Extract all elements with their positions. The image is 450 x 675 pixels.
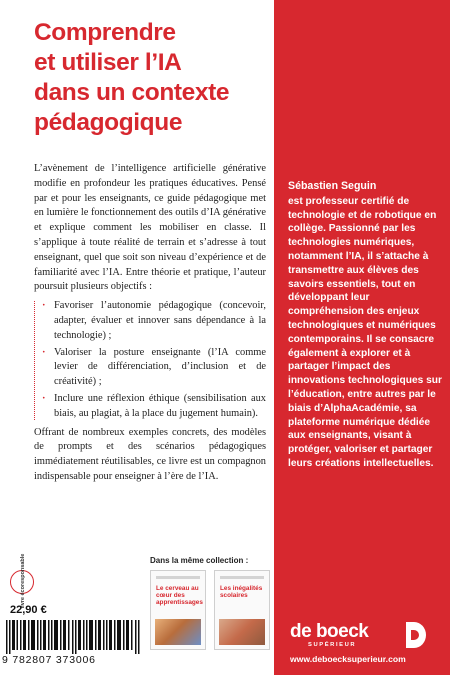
publisher-logo-text: de boeck — [290, 621, 369, 642]
objective-item — [42, 392, 266, 422]
author-name: Sébastien Seguin — [288, 180, 377, 192]
collection-book-thumbnail — [150, 570, 206, 650]
title-line: pédagogique — [34, 109, 183, 136]
collection-book-title: Le cerveau au cœur des apprentissages — [156, 585, 203, 606]
collection-book-thumbnail — [214, 570, 270, 650]
book-cover-photo — [219, 619, 265, 645]
publisher-website: www.deboecksuperieur.com — [290, 654, 406, 664]
objective-text: Inclure une réflexion éthique (sensibilisation aux biais, au plagiat, à la place du jugement humain). — [54, 392, 266, 419]
price: 22,90 € — [10, 604, 47, 616]
book-authors-placeholder — [156, 576, 200, 579]
bullet-icon: · — [42, 346, 46, 358]
objective-item — [42, 299, 266, 343]
bullet-icon: · — [42, 392, 46, 404]
author-bio — [288, 180, 446, 471]
publisher-logo — [290, 620, 430, 652]
collection-book-title: Les inégalités scolaires — [220, 585, 263, 599]
intro-paragraph: L’avènement de l’intelligence artificielle générative modifie en profondeur les pratiques éducatives. Pensé par et pour les enseignants, ce guide pédagogique met en lumière le fonctionnement des outils d’IA générative et explique comment les mobiliser en classe. Il s’applique à toute réalité de terrain et s’adresse à tout enseignant, quel que soit son niveau d’expérience et de familiarité avec l’IA. Entre théorie et pratique, l’auteur poursuit plusieurs objectifs : — [34, 163, 266, 293]
bullet-icon: · — [42, 300, 46, 312]
conclusion-paragraph: Offrant de nombreux exemples concrets, des modèles de prompts et des scénarios pédagogiques immédiatement réutilisables, ce livre est un compagnon indispensable pour enseigner à l’ère de l’IA. — [34, 426, 266, 482]
title-line: et utiliser l’IA — [34, 49, 182, 76]
publisher-d-logo-icon — [406, 622, 426, 648]
objective-text: Valoriser la posture enseignante (l’IA comme levier de différenciation, d’inclusion et de créativité) ; — [54, 346, 266, 388]
objective-item — [42, 346, 266, 390]
objectives-list — [34, 299, 266, 421]
author-bio-text: est professeur certifié de technologie et de robotique en collège. Passionné par les technologies numériques, notamment l’IA, il s’attache à transmettre aux élèves des savoirs essentiels, tout en développant leur compréhension des enjeux technologiques et numériques contemporains. Il se consacre également à explorer et à partager l’impact des innovations technologiques sur l’éducation, entre autres par le biais d’AlphaAcadémie, sa plateforme numérique dédiée aux enseignants, visant à protéger, valoriser et partager leurs créations intellectuelles. — [288, 195, 442, 469]
objective-text: Favoriser l’autonomie pédagogique (concevoir, adapter, évaluer et innover sans dépendance à la technologie) ; — [54, 300, 266, 341]
title-line: dans un contexte — [34, 79, 230, 106]
blurb — [34, 162, 266, 485]
book-cover-photo — [155, 619, 201, 645]
title-line: Comprendre — [34, 19, 176, 46]
barcode-icon — [6, 620, 142, 654]
collection-label: Dans la même collection : — [150, 556, 249, 565]
isbn-number: 9 782807 373006 — [2, 654, 96, 666]
book-title — [34, 18, 274, 138]
eco-badge-label: livre écoresponsable — [20, 553, 26, 609]
book-authors-placeholder — [220, 576, 264, 579]
publisher-logo-subtitle: SUPÉRIEUR — [308, 642, 357, 648]
